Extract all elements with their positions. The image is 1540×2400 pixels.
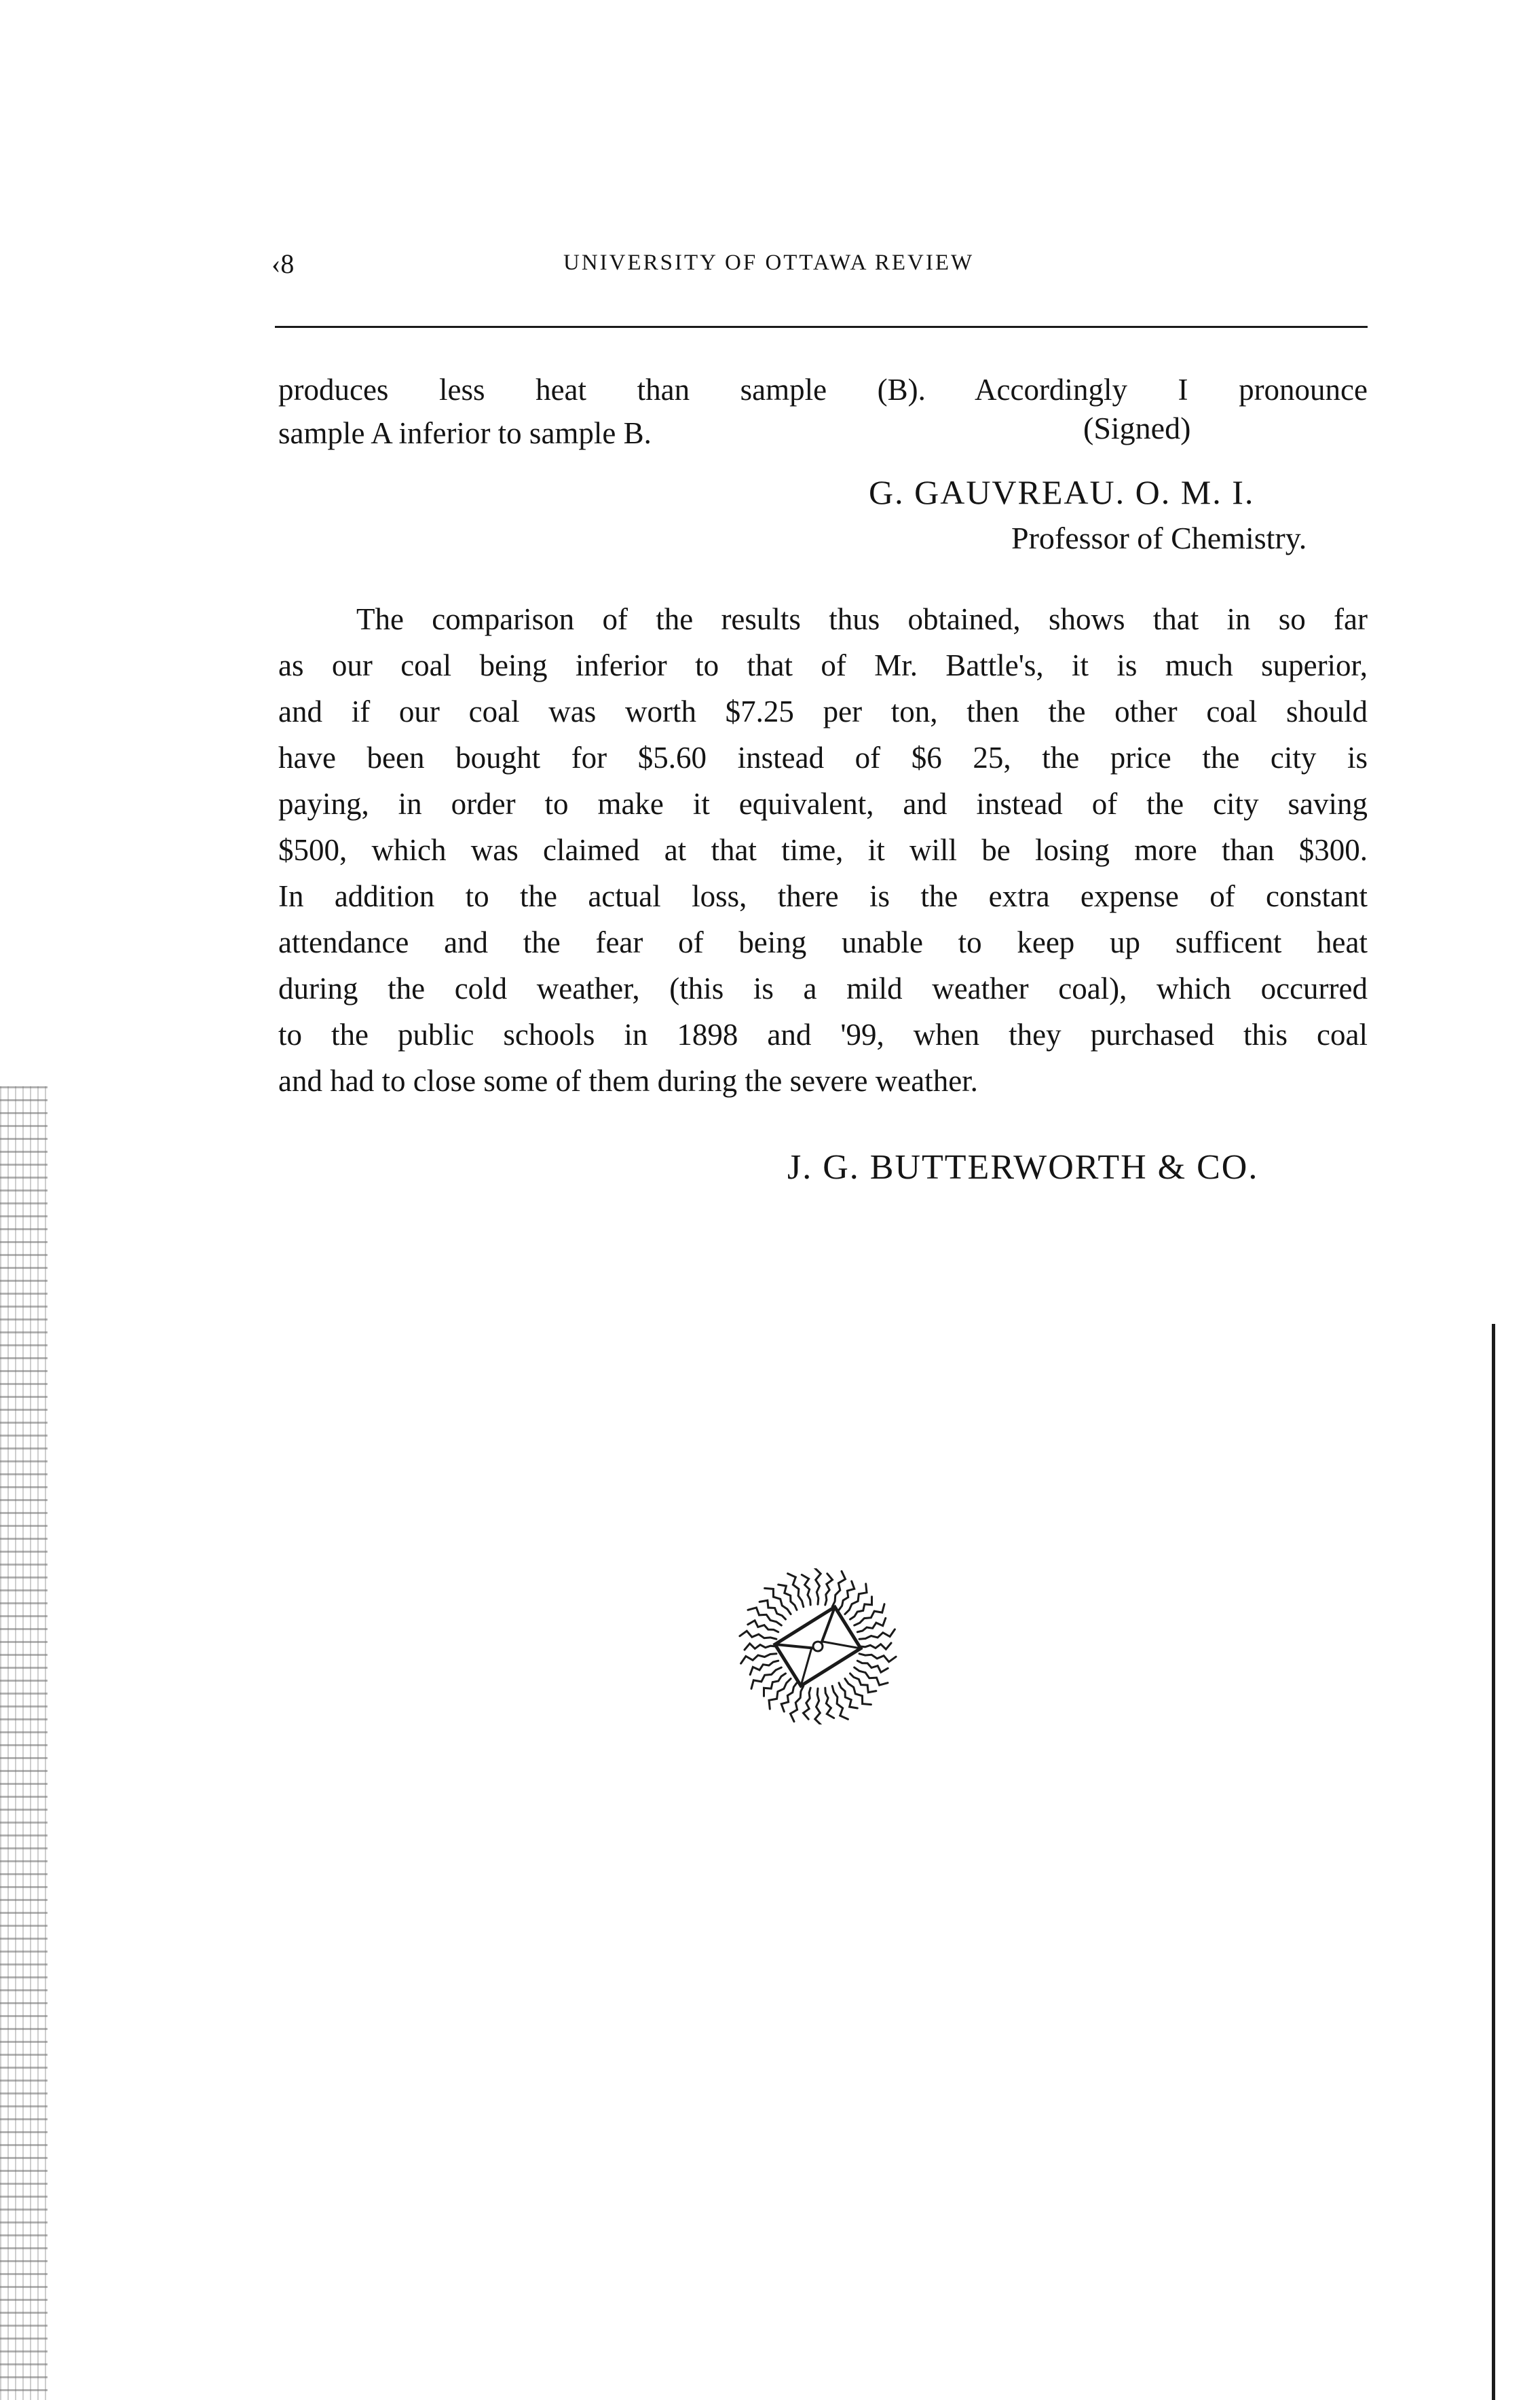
sun-ray xyxy=(740,1631,776,1639)
sun-ray xyxy=(804,1688,811,1719)
scan-edge-left xyxy=(0,1086,48,2400)
text-line: $500, which was claimed at that time, it will be losing more than $300. xyxy=(278,833,1368,867)
text-line: have been bought for $5.60 instead of $6 25, the price the city is xyxy=(278,741,1368,775)
sun-ray xyxy=(854,1604,884,1625)
signer-title: Professor of Chemistry. xyxy=(1011,521,1307,555)
page-number: ‹8 xyxy=(271,248,295,279)
signed-note: (Signed) xyxy=(1083,411,1191,445)
text-line: produces less heat than sample (B). Accordingly I pronounce xyxy=(278,373,1368,407)
sun-ray xyxy=(741,1654,776,1663)
sun-ray xyxy=(859,1654,896,1662)
sun-ray xyxy=(857,1661,888,1672)
sun-ray xyxy=(860,1643,891,1649)
sun-ray xyxy=(764,1674,786,1696)
sun-ray xyxy=(825,1688,834,1718)
text-line: as our coal being inferior to that of Mr. Battle's, it is much superior, xyxy=(278,648,1368,682)
sun-ray xyxy=(814,1568,821,1604)
sun-ray xyxy=(751,1667,781,1688)
page-header xyxy=(271,248,1364,289)
header-rule xyxy=(275,326,1368,328)
text-line: to the public schools in 1898 and '99, when they purchased this coal xyxy=(278,1018,1368,1052)
sun-ray xyxy=(859,1629,895,1639)
sun-ray xyxy=(778,1585,797,1610)
text-line: sample A inferior to sample B. xyxy=(278,416,652,450)
sun-ray xyxy=(748,1621,778,1632)
sun-ray xyxy=(802,1575,810,1605)
text-line: paying, in order to make it equivalent, and instead of the city saving xyxy=(278,787,1368,821)
sun-ray xyxy=(825,1574,833,1605)
sun-ray xyxy=(745,1644,776,1650)
text-line: In addition to the actual loss, there is the extra expense of constant xyxy=(278,879,1368,913)
sun-ray xyxy=(850,1597,872,1619)
sun-ray xyxy=(815,1688,821,1724)
running-title: UNIVERSITY OF OTTAWA REVIEW xyxy=(563,251,975,275)
scan-edge-right xyxy=(1492,1324,1495,2400)
closing-signature: J. G. BUTTERWORTH & CO. xyxy=(787,1148,1259,1187)
text-line: during the cold weather, (this is a mild weather coal), which occurred xyxy=(278,972,1368,1005)
text-line: and had to close some of them during the severe weather. xyxy=(278,1064,978,1098)
sun-ray xyxy=(839,1683,857,1708)
text-line: attendance and the fear of being unable to keep up sufficent heat xyxy=(278,925,1368,959)
text-line: The comparison of the results thus obtained, shows that in so far xyxy=(356,602,1368,636)
sunburst-envelope-ornament-icon xyxy=(733,1568,903,1724)
signer-name: G. GAUVREAU. O. M. I. xyxy=(869,473,1255,511)
text-line: and if our coal was worth $7.25 per ton, then the other coal should xyxy=(278,695,1368,728)
